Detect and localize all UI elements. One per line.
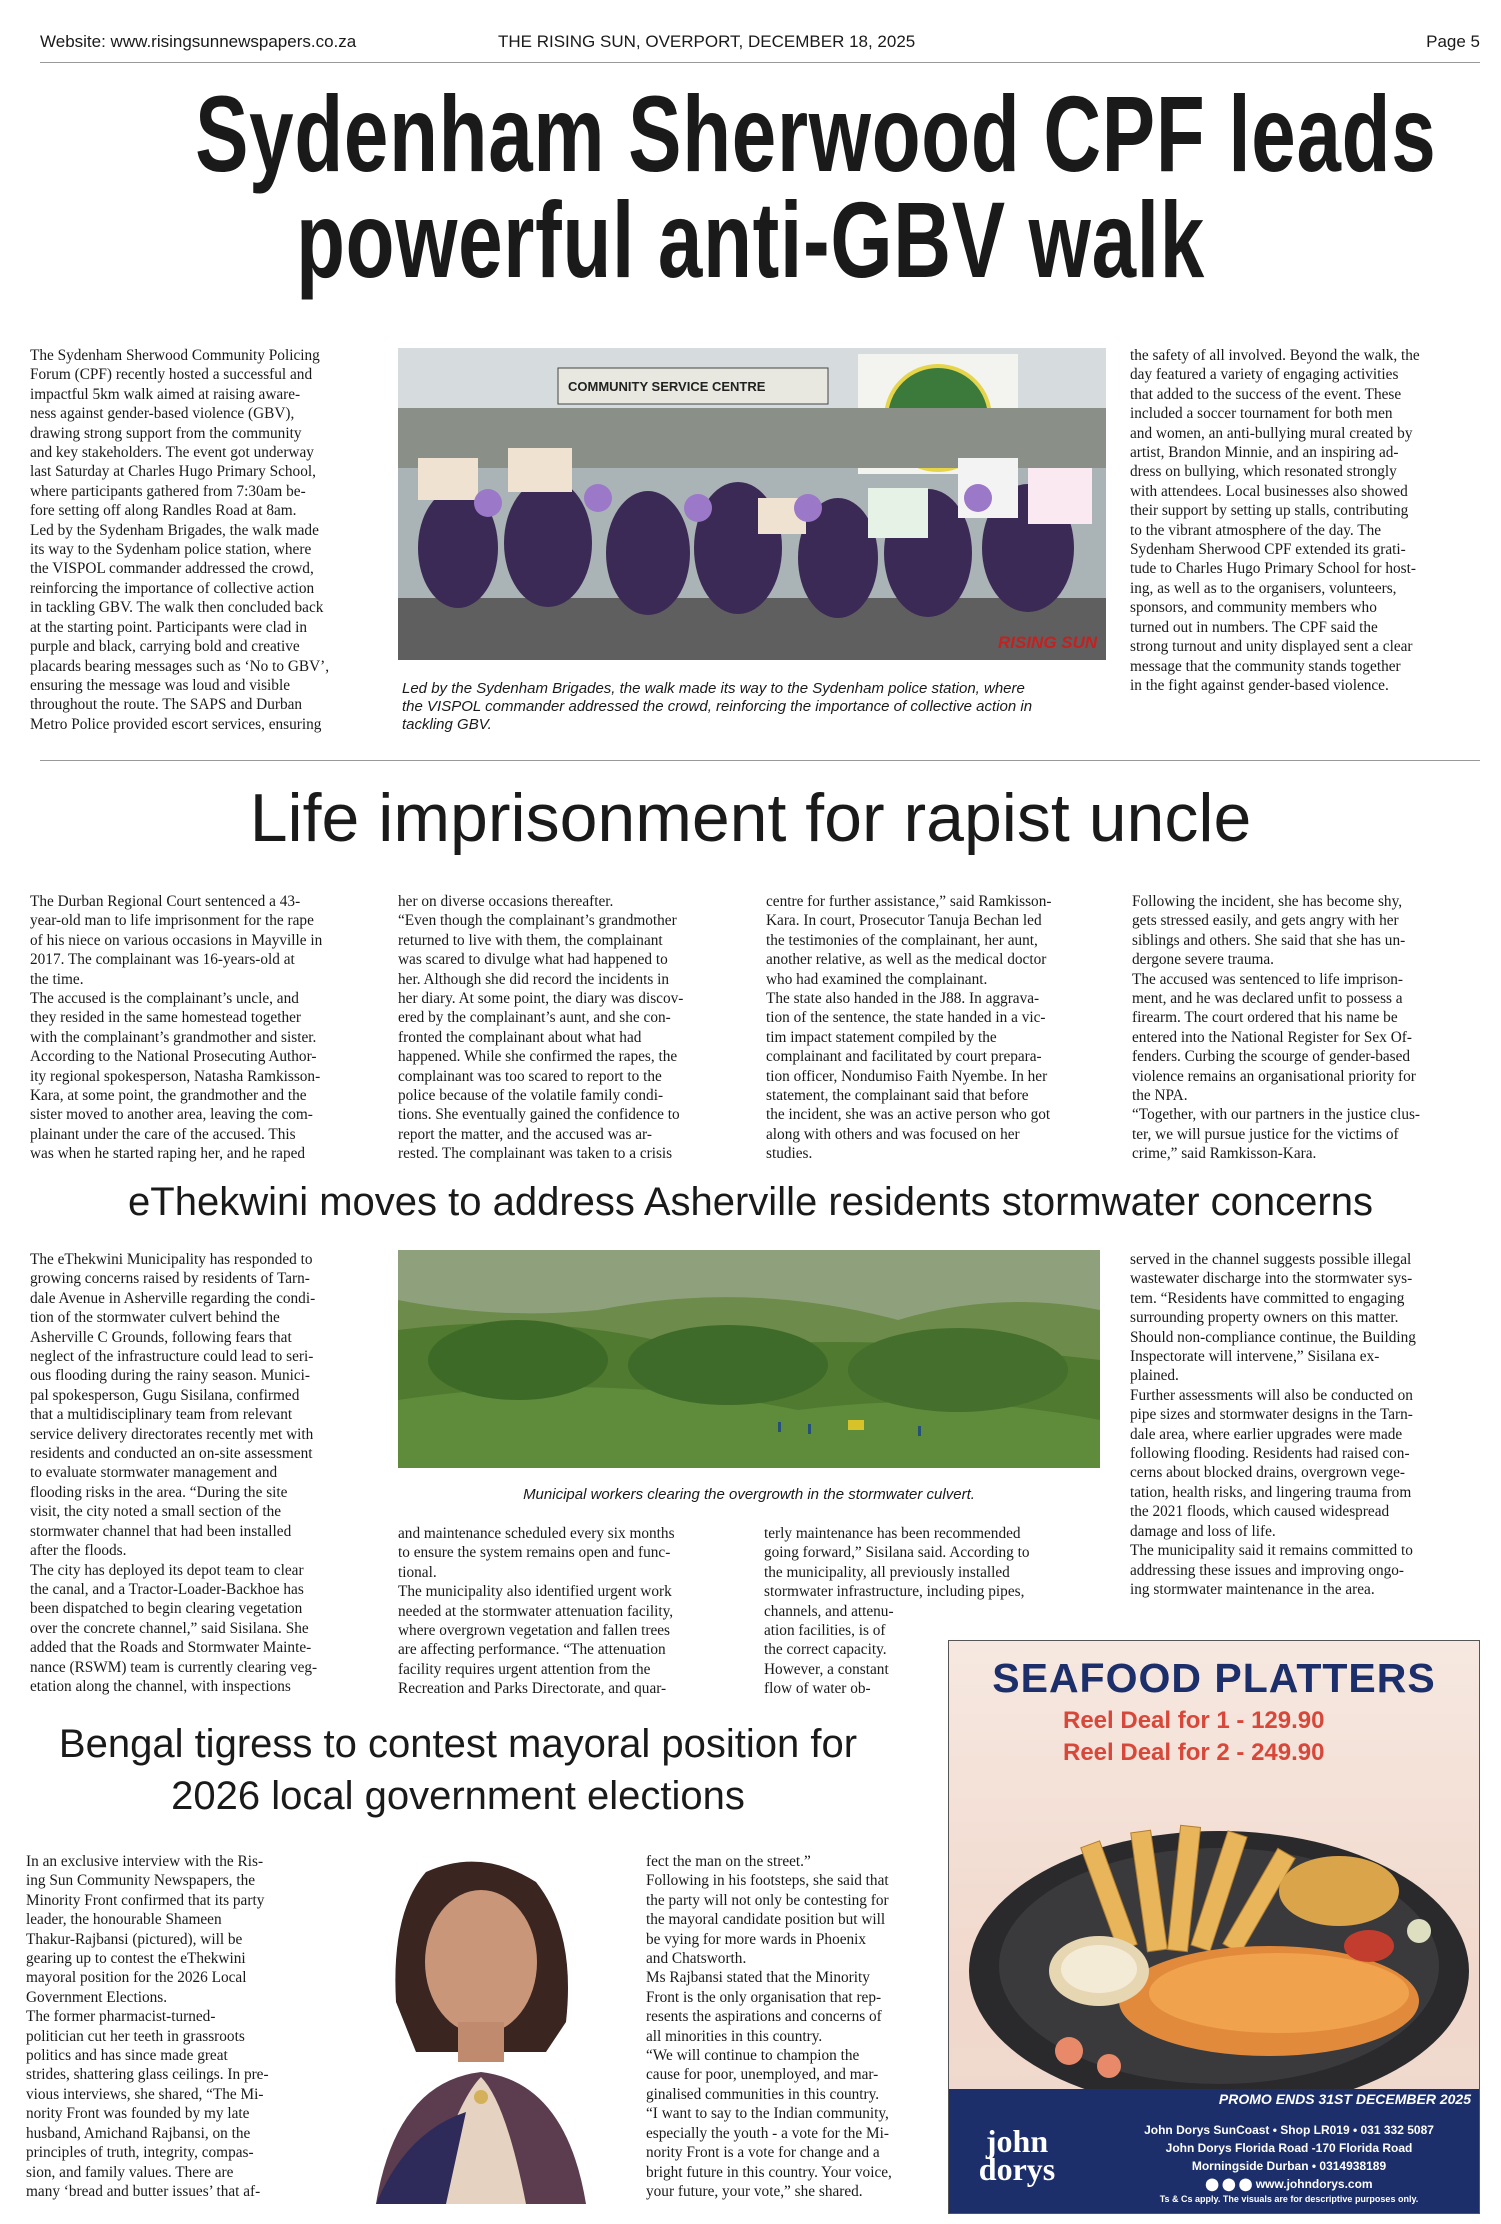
text-line: the 2021 floods, which caused widespread [1130,1503,1390,1521]
text-line: In an exclusive interview with the Ris- [26,1853,264,1870]
text-line: statement, the complainant said that before [766,1087,1029,1105]
text-line: that a multidisciplinary team from relevant [30,1406,293,1424]
text-line: ensuring the message was loud and visible [30,676,290,694]
text-line: violence remains an organisational priority for [1132,1067,1416,1085]
text-line: of his niece on various occasions in Mayville in [30,931,323,949]
text-line: pal spokesperson, Gugu Sisilana, confirmed [30,1386,300,1404]
text-line: in the fight against gender-based violence. [1130,676,1389,694]
text-line: complainant and facilitated by court prepara- [766,1048,1042,1066]
john-dorys-logo [967,2123,1067,2187]
text-line: leader, the honourable Shameen [26,1911,222,1929]
ad-website-text[interactable]: www.johndorys.com [1255,2177,1373,2191]
story3-column-2 [398,1524,738,1699]
story1-caption-line: tackling GBV. [402,716,492,733]
text-line: the correct capacity. [764,1641,887,1659]
text-line: ment, and he was declared unfit to possess a [1132,990,1403,1008]
section-rule-1 [40,760,1480,761]
text-line: the mayoral candidate position but will [646,1911,886,1929]
story4-column-1 [26,1852,310,2201]
ad-deal-2: Reel Deal for 2 - 249.90 [1063,1739,1325,1766]
text-line: sion, and family values. There are [26,2163,234,2181]
text-line: be vying for more wards in Phoenix [646,1930,867,1948]
text-line: fect the man on the street.” [646,1853,811,1870]
story3-photo [398,1250,1100,1468]
ad-disclaimer: Ts & Cs apply. The visuals are for descriptive purposes only. [1159,2194,1419,2204]
text-line: firearm. The court ordered that his name be [1132,1009,1398,1027]
text-line: sister moved to another area, leaving the com- [30,1106,313,1124]
text-line: and Chatsworth. [646,1950,747,1968]
text-line: especially the youth - a vote for the Mi- [646,2124,889,2142]
text-line: ous flooding during the rainy season. Munici- [30,1367,310,1385]
text-line: many ‘bread and butter issues’ that af- [26,2182,261,2200]
story1-headline [0,73,1501,300]
text-line: the incident, she was an active person who got [766,1106,1051,1124]
text-line: at the starting point. Participants were clad in [30,618,307,636]
text-line: service delivery directorates recently met with [30,1425,314,1443]
text-line: included a soccer tournament for both men [1130,405,1393,423]
text-line: centre for further assistance,” said Ramkisson- [766,893,1052,910]
ad-title: SEAFOOD PLATTERS [992,1655,1436,1701]
text-line: strong turnout and unity displayed sent a clear [1130,638,1413,656]
text-line: channels, and attenu- [764,1602,894,1620]
ad-store-info [1109,2121,1469,2205]
story3-headline: eThekwini moves to address Asherville residents stormwater concerns [128,1180,1373,1224]
text-line: etation along the channel, with inspections [30,1677,291,1695]
text-line: Forum (CPF) recently hosted a successful and [30,366,313,384]
text-line: placards bearing messages such as ‘No to GBV’, [30,657,330,675]
text-line: fenders. Curbing the scourge of gender-based [1132,1048,1411,1066]
text-line: added that the Roads and Stormwater Mainte- [30,1639,312,1657]
text-line: The city has deployed its depot team to clear [30,1561,304,1579]
text-line: mayoral position for the 2026 Local [26,1969,247,1987]
text-line: artist, Brandon Minnie, and an inspiring ad- [1130,444,1399,462]
text-line: rested. The complainant was taken to a crisis [398,1145,673,1163]
text-line: going forward,” Sisilana said. According to [764,1544,1030,1562]
text-line: day featured a variety of engaging activities [1130,366,1399,384]
text-line: gets stressed easily, and gets angry with her [1132,912,1399,930]
text-line: Front is the only organisation that rep- [646,1988,882,2006]
text-line: Led by the Sydenham Brigades, the walk made [30,521,319,539]
text-line: Following the incident, she has become shy, [1132,893,1403,910]
text-line: sponsors, and community members who [1130,599,1377,617]
text-line: message that the community stands together [1130,657,1401,675]
text-line: Metro Police provided escort services, ensuring [30,715,322,733]
text-line: However, a constant [764,1660,889,1678]
text-line: Should non-compliance continue, the Building [1130,1328,1416,1346]
text-line: drawing strong support from the community [30,424,302,442]
text-line: pipe sizes and stormwater designs in the Tarn- [1130,1406,1413,1424]
text-line: Sydenham Sherwood CPF extended its grati- [1130,541,1406,559]
text-line: crime,” said Ramkisson-Kara. [1132,1145,1317,1163]
text-line: According to the National Prosecuting Author- [30,1048,317,1066]
text-line: Government Elections. [26,1988,168,2006]
text-line: “We will continue to champion the [646,2047,860,2065]
text-line: her diary. At some point, the diary was discov- [398,990,684,1008]
text-line: that added to the success of the event. These [1130,385,1402,403]
story4-portrait [336,1852,622,2204]
text-line: tim impact statement compiled by the [766,1028,997,1046]
text-line: ation facilities, is of [764,1622,886,1640]
text-line: police because of the volatile family condi- [398,1087,664,1105]
text-line: ered by the complainant’s aunt, and she con- [398,1009,671,1027]
text-line: The municipality also identified urgent work [398,1583,672,1601]
text-line: The former pharmacist-turned- [26,2008,216,2026]
text-line: dale Avenue in Asherville regarding the condi- [30,1289,316,1307]
text-line: cause for poor, unemployed, and mar- [646,2066,879,2084]
text-line: with attendees. Local businesses also showed [1130,482,1408,500]
text-line: Asherville C Grounds, following fears that [30,1328,292,1346]
text-line: principles of truth, integrity, compas- [26,2144,254,2162]
text-line: entered into the National Register for Sex Of- [1132,1028,1412,1046]
text-line: the VISPOL commander addressed the crowd, [30,560,314,578]
text-line: in tackling GBV. The walk then concluded back [30,599,324,617]
photo-sign-text: COMMUNITY SERVICE CENTRE [568,379,766,394]
social-icons: ⬤ ⬤ ⬤ [1205,2177,1256,2191]
text-line: are affecting performance. “The attenuation [398,1641,666,1659]
text-line: year-old man to life imprisonment for the rape [30,912,314,930]
story4-headline-line2: 2026 local government elections [171,1774,745,1818]
text-line: flooding risks in the area. “During the site [30,1483,288,1501]
store-line-1: John Dorys SunCoast • Shop LR019 • 031 332 5087 [1144,2123,1434,2137]
page-header [40,30,1480,62]
story2-headline: Life imprisonment for rapist uncle [249,780,1252,856]
text-line: purple and black, carrying bold and creative [30,638,300,656]
text-line: her on diverse occasions thereafter. [398,893,614,910]
text-line: The Durban Regional Court sentenced a 43- [30,893,301,910]
text-line: flow of water ob- [764,1680,871,1698]
ad-promo: PROMO ENDS 31ST DECEMBER 2025 [1218,2091,1471,2107]
story1-column-3 [1130,346,1482,695]
text-line: cerns about blocked drains, overgrown vege- [1130,1464,1405,1482]
text-line: growing concerns raised by residents of Tarn- [30,1270,310,1288]
text-line: nance (RSWM) team is currently clearing veg- [30,1658,318,1676]
text-line: terly maintenance has been recommended [764,1525,1021,1542]
website-label: Website: www.risingsunnewspapers.co.za [40,32,357,51]
ad-website[interactable] [1109,2175,1469,2193]
text-line: siblings and others. She said that she has un- [1132,931,1406,949]
ad-deal-1: Reel Deal for 1 - 129.90 [1063,1707,1325,1734]
text-line: impactful 5km walk aimed at raising aware- [30,385,301,403]
text-line: ity regional spokesperson, Natasha Ramkisson- [30,1067,321,1085]
text-line: their support by setting up stalls, contributing [1130,502,1409,520]
text-line: The Sydenham Sherwood Community Policing [30,347,320,364]
story2-column-3 [766,892,1111,1164]
text-line: her. Although she did record the incidents in [398,970,670,988]
text-line: stormwater infrastructure, including pipes, [764,1583,1025,1601]
text-line: Inspectorate will intervene,” Sisilana ex- [1130,1348,1380,1366]
text-line: returned to live with them, the complainant [398,931,663,949]
text-line: Thakur-Rajbansi (pictured), will be [26,1930,243,1948]
logo-line-2: dorys [978,2151,1056,2187]
text-line: reinforcing the importance of collective action [30,579,315,597]
text-line: been dispatched to begin clearing vegetation [30,1600,303,1618]
text-line: the safety of all involved. Beyond the walk, the [1130,347,1420,364]
text-line: the testimonies of the complainant, her aunt, [766,931,1038,949]
text-line: your future, your vote,” she shared. [646,2182,863,2200]
text-line: residents and conducted an on-site assessment [30,1445,313,1463]
text-line: where overgrown vegetation and fallen trees [398,1622,670,1640]
text-line: Minority Front confirmed that its party [26,1891,265,1909]
story1-headline-line1: Sydenham Sherwood CPF leads [195,73,1437,194]
text-line: politician cut her teeth in grassroots [26,2027,245,2045]
text-line: stormwater channel that had been installed [30,1522,292,1540]
story3-column-4 [1130,1250,1482,1599]
text-line: with the complainant’s grandmother and sister. [30,1028,317,1046]
seafood-advert[interactable] [948,1640,1480,2214]
text-line: damage and loss of life. [1130,1522,1276,1540]
text-line: ginalised communities in this country. [646,2085,880,2103]
text-line: along with others and was focused on her [766,1125,1020,1143]
store-line-3: Morningside Durban • 0314938189 [1191,2159,1387,2173]
story2-column-4 [1132,892,1482,1164]
text-line: The municipality said it remains committed to [1130,1542,1413,1560]
portrait-graphic [336,1852,622,2204]
text-line: surrounding property owners on this matter. [1130,1309,1399,1327]
text-line: tions. She eventually gained the confidence to [398,1106,680,1124]
page-number: Page 5 [1426,32,1480,51]
text-line: another relative, as well as the medical doctor [766,951,1047,969]
text-line: last Saturday at Charles Hugo Primary School, [30,463,316,481]
seafood-platter-image [949,1771,1479,2091]
text-line: tion officer, Nondumiso Faith Nyembe. In her [766,1067,1048,1085]
text-line: report the matter, and the accused was ar- [398,1125,652,1143]
text-line: complainant was too scared to report to the [398,1067,662,1085]
text-line: facility requires urgent attention from the [398,1660,651,1678]
text-line: ing Sun Community Newspapers, the [26,1872,256,1890]
story1-caption [402,680,1107,734]
text-line: “Even though the complainant’s grandmother [398,912,677,930]
text-line: was scared to divulge what had happened to [398,951,668,969]
text-line: ing, as well as to the organisers, volunteers, [1130,579,1397,597]
text-line: ter, we will pursue justice for the victims of [1132,1125,1399,1143]
text-line: its way to the Sydenham police station, where [30,541,312,559]
text-line: they resided in the same homestead together [30,1009,302,1027]
text-line: Further assessments will also be conducted on [1130,1386,1413,1404]
text-line: and key stakeholders. The event got underway [30,444,314,462]
story1-headline-line2: powerful anti-GBV walk [296,179,1205,300]
text-line: throughout the route. The SAPS and Durban [30,696,303,714]
text-line: Recreation and Parks Directorate, and quar- [398,1680,667,1698]
store-line-2: John Dorys Florida Road -170 Florida Road [1165,2141,1413,2155]
text-line: nority Front is a vote for change and a [646,2144,880,2162]
text-line: where participants gathered from 7:30am be- [30,482,306,500]
text-line: to evaluate stormwater management and [30,1464,278,1482]
text-line: Following in his footsteps, she said that [646,1872,889,1890]
text-line: ing stormwater maintenance in the area. [1130,1580,1375,1598]
story1-caption-line: the VISPOL commander addressed the crowd, reinforcing the importance of collective action in [402,698,1033,715]
text-line: ness against gender-based violence (GBV), [30,405,295,423]
text-line: fronted the complainant about what had [398,1028,642,1046]
text-line: addressing these issues and improving ongo- [1130,1561,1405,1579]
text-line: husband, Amichand Rajbansi, on the [26,2124,251,2142]
text-line: Ms Rajbansi stated that the Minority [646,1969,870,1987]
text-line: bright future in this country. Your voice, [646,2163,892,2181]
story4-headline-line1: Bengal tigress to contest mayoral position for [58,1722,858,1766]
text-line: needed at the stormwater attenuation facility, [398,1602,674,1620]
text-line: following flooding. Residents had raised con- [1130,1445,1410,1463]
text-line: tional. [398,1563,437,1581]
text-line: 2017. The complainant was 16-years-old at [30,951,295,969]
text-line: tation, health risks, and lingering trauma from [1130,1483,1412,1501]
text-line: The accused was sentenced to life imprison- [1132,970,1403,988]
text-line: studies. [766,1145,813,1163]
text-line: dergone severe trauma. [1132,951,1274,969]
text-line: The accused is the complainant’s uncle, and [30,990,299,1008]
text-line: gearing up to contest the eThekwini [26,1950,246,1968]
text-line: the municipality, all previously installed [764,1563,1010,1581]
text-line: visit, the city noted a small section of the [30,1503,282,1521]
text-line: neglect of the infrastructure could lead to seri- [30,1348,314,1366]
text-line: tem. “Residents have committed to engaging [1130,1289,1405,1307]
text-line: Kara, at some point, the grandmother and the [30,1087,307,1105]
text-line: who had examined the complainant. [766,970,988,988]
story4-headline [0,1718,916,1822]
text-line: vious interviews, she shared, “The Mi- [26,2085,264,2103]
story4-column-2 [646,1852,930,2201]
text-line: turned out in numbers. The CPF said the [1130,618,1378,636]
photo-credit: RISING SUN [998,633,1098,652]
logo-line-1: john [985,2123,1049,2159]
text-line: dale area, where earlier upgrades were made [1130,1425,1403,1443]
text-line: the canal, and a Tractor-Loader-Backhoe has [30,1580,304,1598]
text-line: resents the aspirations and concerns of [646,2008,882,2026]
story1-caption-line: Led by the Sydenham Brigades, the walk made its way to the Sydenham police station, where [402,680,1025,697]
text-line: and maintenance scheduled every six months [398,1525,675,1542]
text-line: after the floods. [30,1542,127,1560]
text-line: dress on bullying, which resonated strongly [1130,463,1397,481]
text-line: strides, shattering glass ceilings. In pre- [26,2066,269,2084]
text-line: happened. While she confirmed the rapes, the [398,1048,678,1066]
text-line: to ensure the system remains open and func- [398,1544,671,1562]
text-line: the time. [30,970,84,988]
story3-column-1 [30,1250,375,1696]
text-line: The eThekwini Municipality has responded to [30,1251,313,1268]
text-line: plainant under the care of the accused. This [30,1125,296,1143]
text-line: served in the channel suggests possible illegal [1130,1251,1412,1268]
text-line: politics and has since made great [26,2047,228,2065]
text-line: fore setting off along Randles Road at 8am. [30,502,297,520]
story3-caption: Municipal workers clearing the overgrowth in the stormwater culvert. [523,1486,975,1503]
text-line: tude to Charles Hugo Primary School for host- [1130,560,1416,578]
text-line: Kara. In court, Prosecutor Tanuja Bechan led [766,912,1042,930]
text-line: was when he started raping her, and he raped [30,1145,306,1163]
story1-photo-graphic [398,348,1106,660]
story2-column-1 [30,892,375,1164]
text-line: plained. [1130,1367,1179,1385]
text-line: and women, an anti-bullying mural created by [1130,424,1413,442]
text-line: tion of the stormwater culvert behind the [30,1309,280,1327]
text-line: all minorities in this country. [646,2027,823,2045]
text-line: tion of the sentence, the state handed in a vic- [766,1009,1046,1027]
text-line: “I want to say to the Indian community, [646,2105,889,2123]
masthead: THE RISING SUN, OVERPORT, DECEMBER 18, 2025 [498,32,916,51]
story1-photo [398,348,1106,660]
text-line: over the concrete channel,” said Sisilana. She [30,1619,309,1637]
header-rule [40,62,1480,63]
text-line: “Together, with our partners in the justice clus- [1132,1106,1421,1124]
story2-column-2 [398,892,743,1164]
text-line: to the vibrant atmosphere of the day. The [1130,521,1382,539]
story3-photo-graphic [398,1250,1100,1468]
text-line: The state also handed in the J88. In aggrava- [766,990,1040,1008]
story1-column-1 [30,346,375,734]
text-line: nority Front was founded by my late [26,2105,250,2123]
text-line: the NPA. [1132,1087,1188,1105]
text-line: wastewater discharge into the stormwater sys- [1130,1270,1413,1288]
text-line: the party will not only be contesting for [646,1891,889,1909]
